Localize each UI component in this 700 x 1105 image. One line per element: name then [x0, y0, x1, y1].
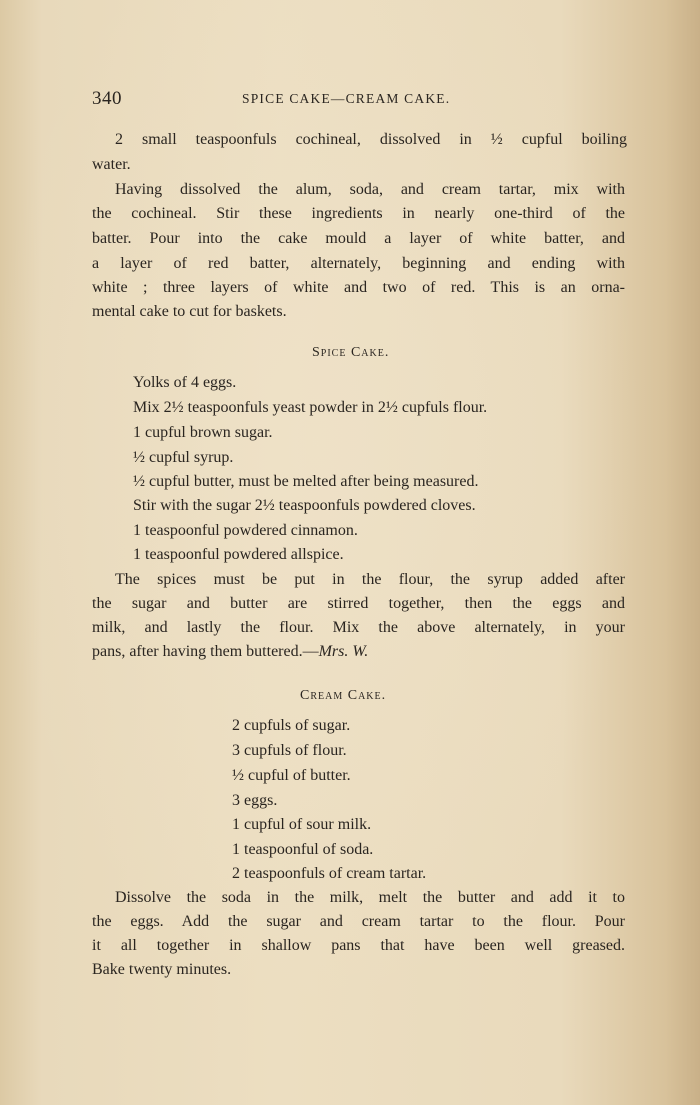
spice-ingredient-1: Yolks of 4 eggs.: [133, 374, 237, 391]
spice-ingredient-4: ½ cupful syrup.: [133, 449, 234, 466]
cream-ingredient-2: 3 cupfuls of flour.: [232, 742, 347, 759]
page-number: 340: [92, 88, 122, 109]
spice-direction-1: The spices must be put in the flour, the syrup added after: [115, 571, 625, 588]
cream-ingredient-7: 2 teaspoonfuls of cream tartar.: [232, 865, 427, 882]
spice-ingredient-5: ½ cupful butter, must be melted after being measured.: [133, 473, 479, 490]
cream-ingredient-1: 2 cupfuls of sugar.: [232, 717, 351, 734]
spice-ingredient-3: 1 cupful brown sugar.: [133, 424, 273, 441]
spice-ingredient-8: 1 teaspoonful powdered allspice.: [133, 546, 344, 563]
spice-ingredient-7: 1 teaspoonful powdered cinnamon.: [133, 522, 358, 539]
intro-line-8: mental cake to cut for baskets.: [92, 303, 287, 320]
intro-line-4: the cochineal. Stir these ingredients in nearly one-third of the: [92, 205, 625, 222]
cream-direction-4: Bake twenty minutes.: [92, 961, 232, 978]
spice-direction-4-text: pans, after having them buttered.—: [92, 643, 319, 660]
spice-cake-heading: Spice Cake.: [312, 345, 390, 360]
cream-ingredient-5: 1 cupful of sour milk.: [232, 816, 372, 833]
spice-direction-4: [92, 642, 368, 662]
cream-ingredient-3: ½ cupful of butter.: [232, 767, 351, 784]
intro-line-3: Having dissolved the alum, soda, and cream tartar, mix with: [115, 181, 625, 198]
intro-line-7: white ; three layers of white and two of red. This is an orna-: [92, 279, 625, 296]
running-title: SPICE CAKE—CREAM CAKE.: [242, 91, 451, 106]
cream-cake-heading: Cream Cake.: [300, 688, 387, 703]
spice-direction-3: milk, and lastly the flour. Mix the above alternately, in your: [92, 619, 625, 636]
spice-direction-2: the sugar and butter are stirred together, then the eggs and: [92, 595, 625, 612]
intro-line-1: 2 small teaspoonfuls cochineal, dissolved in ½ cupful boiling: [115, 131, 627, 148]
cream-direction-3: it all together in shallow pans that have been well greased.: [92, 937, 625, 954]
intro-line-6: a layer of red batter, alternately, beginning and ending with: [92, 255, 625, 272]
intro-line-5: batter. Pour into the cake mould a layer of white batter, and: [92, 230, 625, 247]
spice-ingredient-2: Mix 2½ teaspoonfuls yeast powder in 2½ cupfuls flour.: [133, 399, 488, 416]
cream-direction-2: the eggs. Add the sugar and cream tartar to the flour. Pour: [92, 913, 625, 930]
cream-ingredient-4: 3 eggs.: [232, 792, 278, 809]
cream-direction-1: Dissolve the soda in the milk, melt the butter and add it to: [115, 889, 625, 906]
running-head: [92, 88, 632, 110]
recipe-signature: Mrs. W.: [318, 643, 369, 660]
spice-ingredient-6: Stir with the sugar 2½ teaspoonfuls powdered cloves.: [133, 497, 476, 514]
intro-line-2: water.: [92, 156, 131, 173]
cream-ingredient-6: 1 teaspoonful of soda.: [232, 841, 374, 858]
